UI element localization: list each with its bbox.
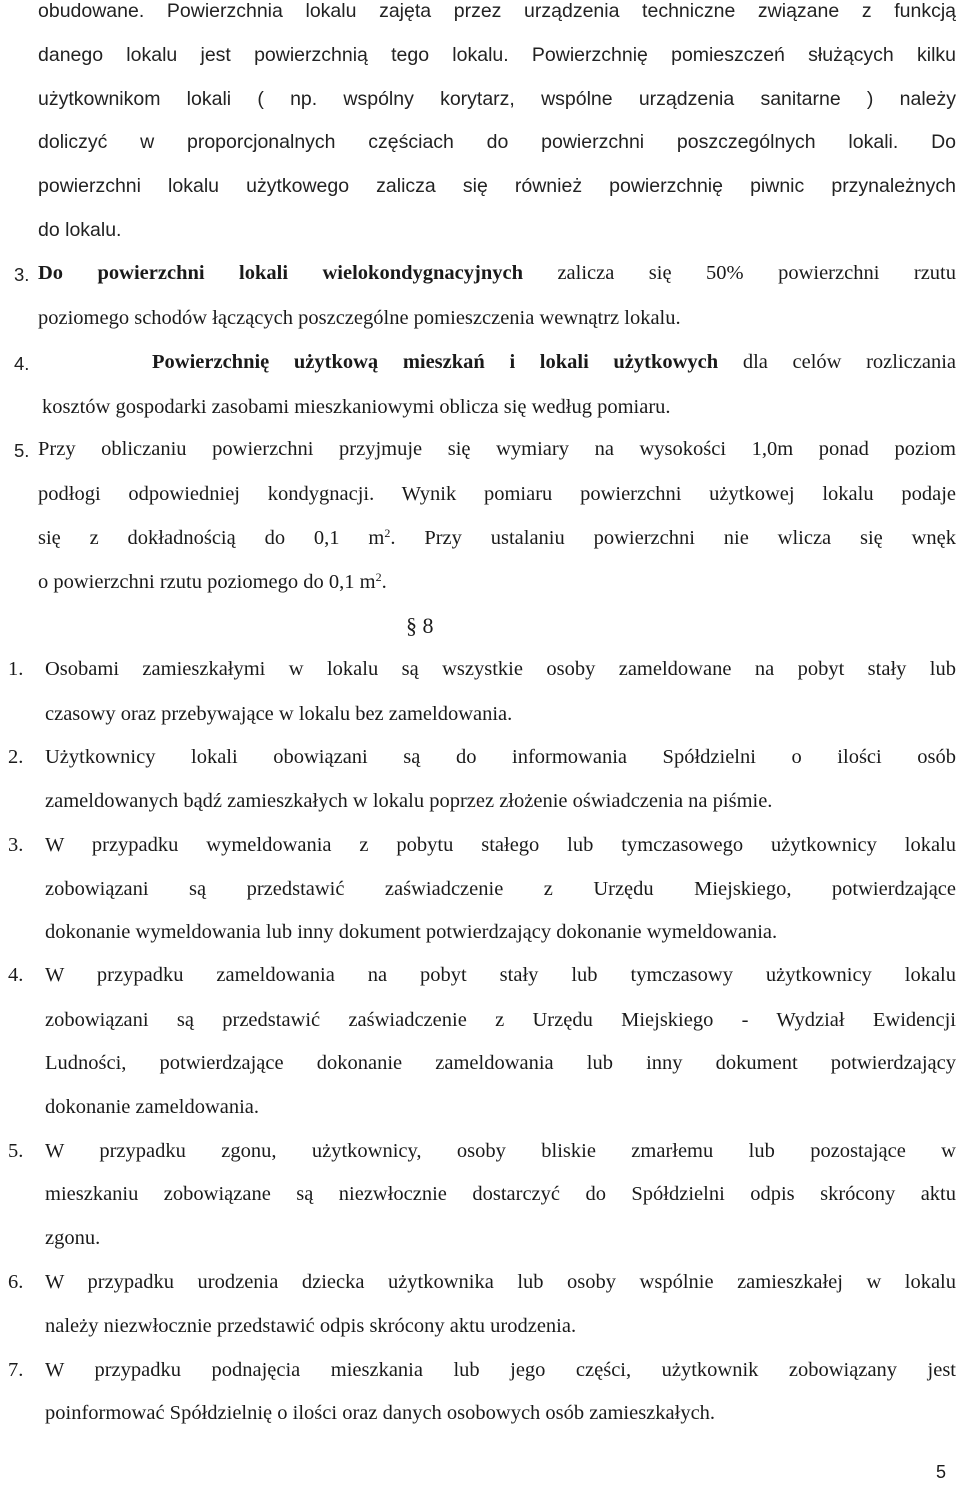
list-item-line: zobowiązani są przedstawić zaświadczenie z Urzędu Miejskiego, potwierdzające	[45, 878, 956, 900]
superscript: 2	[384, 526, 391, 540]
item-line: kosztów gospodarki zasobami mieszkaniowymi oblicza się według pomiaru.	[42, 396, 671, 418]
item-number: 4.	[14, 353, 30, 374]
superscript: 2	[375, 570, 382, 584]
item-number: 5.	[14, 440, 30, 461]
item-line	[38, 260, 956, 286]
list-item-line: dokonanie wymeldowania lub inny dokument potwierdzający dokonanie wymeldowania.	[45, 921, 778, 943]
item-line: podłogi odpowiedniej kondygnacji. Wynik pomiaru powierzchni użytkowej lokalu podaje	[38, 483, 956, 505]
list-item-number: 3.	[8, 834, 24, 856]
list-item-line: W przypadku zameldowania na pobyt stały lub tymczasowy użytkownicy lokalu	[45, 964, 956, 986]
item-line	[152, 349, 956, 375]
list-item-number: 7.	[8, 1359, 24, 1381]
list-item-line: W przypadku wymeldowania z pobytu stałego lub tymczasowego użytkownicy lokalu	[45, 834, 956, 856]
list-item-line: W przypadku urodzenia dziecka użytkownika lub osoby wspólnie zamieszkałej w lokalu	[45, 1271, 956, 1293]
paragraph-line: do lokalu.	[38, 219, 122, 241]
list-item-line: należy niezwłocznie przedstawić odpis skrócony aktu urodzenia.	[45, 1315, 577, 1337]
item-bold-text: Do powierzchni lokali wielokondygnacyjnych	[38, 262, 523, 284]
list-item-number: 5.	[8, 1140, 24, 1162]
item-text: dla celów rozliczania	[718, 351, 956, 373]
list-item-line: Osobami zamieszkałymi w lokalu są wszystkie osoby zameldowane na pobyt stały lub	[45, 658, 956, 680]
item-number: 3.	[14, 264, 30, 285]
list-item-line: W przypadku zgonu, użytkownicy, osoby bliskie zmarłemu lub pozostające w	[45, 1140, 956, 1162]
item-text: o powierzchni rzutu poziomego do 0,1 m	[38, 571, 376, 593]
item-line	[38, 569, 387, 595]
item-text: zalicza się 50% powierzchni rzutu	[522, 262, 956, 284]
item-text: . Przy ustalaniu powierzchni nie wlicza się wnęk	[390, 527, 957, 549]
list-item-number: 2.	[8, 746, 24, 768]
list-item-line: Użytkownicy lokali obowiązani są do informowania Spółdzielni o ilości osób	[45, 746, 956, 768]
paragraph-line: doliczyć w proporcjonalnych częściach do powierzchni poszczególnych lokali. Do	[38, 131, 956, 153]
section-heading: § 8	[406, 613, 434, 638]
item-bold-text: Powierzchnię użytkową mieszkań i lokali użytkowych	[152, 351, 719, 373]
paragraph-line: użytkownikom lokali ( np. wspólny korytarz, wspólne urządzenia sanitarne ) należy	[38, 88, 956, 110]
list-item-line: Ludności, potwierdzające dokonanie zameldowania lub inny dokument potwierdzający	[45, 1052, 956, 1074]
list-item-line: dokonanie zameldowania.	[45, 1096, 260, 1118]
list-item-line: zobowiązani są przedstawić zaświadczenie z Urzędu Miejskiego - Wydział Ewidencji	[45, 1009, 956, 1031]
list-item-line: czasowy oraz przebywające w lokalu bez zameldowania.	[45, 703, 513, 725]
item-line: Przy obliczaniu powierzchni przyjmuje się wymiary na wysokości 1,0m ponad poziom	[38, 438, 956, 460]
item-line: poziomego schodów łączących poszczególne pomieszczenia wewnątrz lokalu.	[38, 307, 681, 329]
list-item-line: zameldowanych bądź zamieszkałych w lokalu poprzez złożenie oświadczenia na piśmie.	[45, 790, 773, 812]
list-item-line: poinformować Spółdzielnię o ilości oraz danych osobowych osób zamieszkałych.	[45, 1402, 716, 1424]
list-item-number: 4.	[8, 964, 24, 986]
page-number: 5	[935, 1462, 946, 1482]
list-item-line: mieszkaniu zobowiązane są niezwłocznie dostarczyć do Spółdzielni odpis skrócony aktu	[45, 1183, 956, 1205]
paragraph-line: obudowane. Powierzchnia lokalu zajęta przez urządzenia techniczne związane z funkcją	[38, 0, 956, 22]
paragraph-line: danego lokalu jest powierzchnią tego lokalu. Powierzchnię pomieszczeń służących kilku	[38, 44, 956, 66]
paragraph-line: powierzchni lokalu użytkowego zalicza się również powierzchnię piwnic przynależnych	[38, 175, 956, 197]
list-item-number: 1.	[8, 658, 24, 680]
list-item-line: zgonu.	[45, 1227, 101, 1249]
item-line	[38, 525, 956, 551]
list-item-number: 6.	[8, 1271, 24, 1293]
list-item-line: W przypadku podnajęcia mieszkania lub jego części, użytkownik zobowiązany jest	[45, 1359, 956, 1381]
item-text: .	[381, 571, 387, 593]
item-text: się z dokładnością do 0,1 m	[38, 527, 385, 549]
